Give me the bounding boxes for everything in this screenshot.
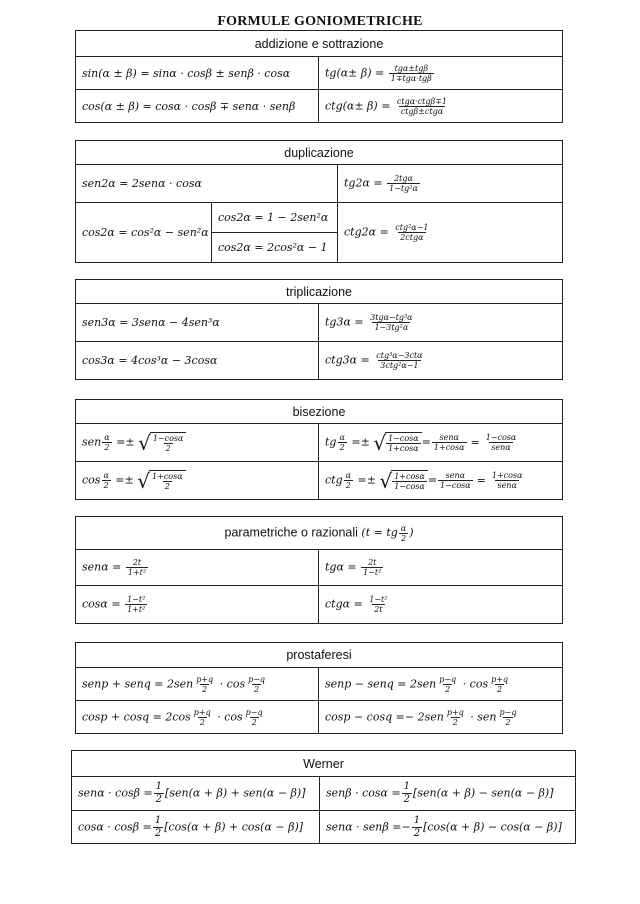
formula-werner-2: senβ · cosα = $\frac{1}{2}$ [sen(α + β) − sen(α − β)] [320,777,576,811]
formula-tg-sum: tg(α± β) = tgα±tgβ 1∓tgα·tgβ [319,57,563,90]
section-prosthaphaeresis [75,642,563,734]
formula-cos3: cos3α = 4cos³α − 3cosα [76,342,319,380]
formula-ctg2: ctg2α = ctg²α−1 2ctgα [338,203,563,263]
section-triplication [75,279,563,380]
formula-sen-param: senα = $\frac{2t}{\text{1+t²}}$ [76,550,319,586]
formula-cos2-alt2: cos2α = 2cos²α − 1 [212,233,338,263]
section-header: duplicazione [76,141,563,165]
formula-sen2: sen2α = 2senα · cosα [76,165,338,203]
formula-werner-3: cosα · cosβ = $\frac{1}{2}$ [cos(α + β) + cos(α − β)] [72,811,320,844]
section-header: parametriche o razionali (t = tg $\frac{\alpha}{2}$ ) [76,517,563,550]
formula-cos-half: cos $\frac{\alpha}{2}$ =± √ 1+cosα 2 [76,462,319,500]
section-header: prostaferesi [76,643,563,668]
page-title: FORMULE GONIOMETRICHE [217,14,423,29]
section-duplication [75,140,563,263]
formula-cos-sum: cos(α ± β) = cosα · cosβ ∓ senα · senβ [76,90,319,123]
formula-tg3: tg3α = 3tgα−tg³α 1−3tg²α [319,304,563,342]
formula-tg2: tg2α = 2tgα 1−tg²α [338,165,563,203]
formula-werner-1: senα · cosβ = $\frac{1}{2}$ [sen(α + β) + sen(α − β)] [72,777,320,811]
section-header: Werner [72,751,576,777]
section-header: triplicazione [76,280,563,304]
section-parametric [75,516,563,624]
formula-cos2-alt1: cos2α = 1 − 2sen²α [212,203,338,233]
formula-tg-half: tg $\frac{\alpha}{2}$ =± √ 1−cosα 1+cosα = senα 1+cosα = 1−cosα senα [319,424,563,462]
formula-sen-half: sen $\frac{\alpha}{2}$ =± √ 1−cosα 2 [76,424,319,462]
formula-ctg-param: ctgα = $\frac{\text{1−t²}}{2t}$ [319,586,563,624]
formula-cos-param: cosα = $\frac{\text{1−t²}}{\text{1+t²}}$ [76,586,319,624]
formula-ctg3: ctg3α = ctg³α−3ctα 3ctg²α−1 [319,342,563,380]
section-addition [75,30,563,123]
formula-pro-4: cosp − cosq =− 2sen $\frac{p+q}{2}$ · sen $\frac{p-q}{2}$ [319,701,563,734]
formula-cos2: cos2α = cos²α − sen²α [76,203,212,263]
section-bisection [75,399,563,500]
formula-pro-1: senp + senq = 2sen $\frac{p+q}{2}$ · cos $\frac{p-q}{2}$ [76,668,319,701]
formula-pro-2: senp − senq = 2sen $\frac{p-q}{2}$ · cos $\frac{p+q}{2}$ [319,668,563,701]
section-werner [71,750,576,844]
formula-tg-param: tgα = $\frac{2t}{\text{1−t²}}$ [319,550,563,586]
formula-werner-4: senα · senβ =− $\frac{1}{2}$ [cos(α + β) − cos(α − β)] [320,811,576,844]
formula-ctg-sum: ctg(α± β) = ctgα·ctgβ∓1 ctgβ±ctgα [319,90,563,123]
formula-sin-sum: sin(α ± β) = sinα · cosβ ± senβ · cosα [76,57,319,90]
section-header: addizione e sottrazione [76,31,563,57]
formula-pro-3: cosp + cosq = 2cos $\frac{p+q}{2}$ · cos $\frac{p-q}{2}$ [76,701,319,734]
section-header: bisezione [76,400,563,424]
formula-ctg-half: ctg $\frac{\alpha}{2}$ =± √ 1+cosα 1−cosα = senα 1−cosα = 1+cosα senα [319,462,563,500]
formula-sen3: sen3α = 3senα − 4sen³α [76,304,319,342]
